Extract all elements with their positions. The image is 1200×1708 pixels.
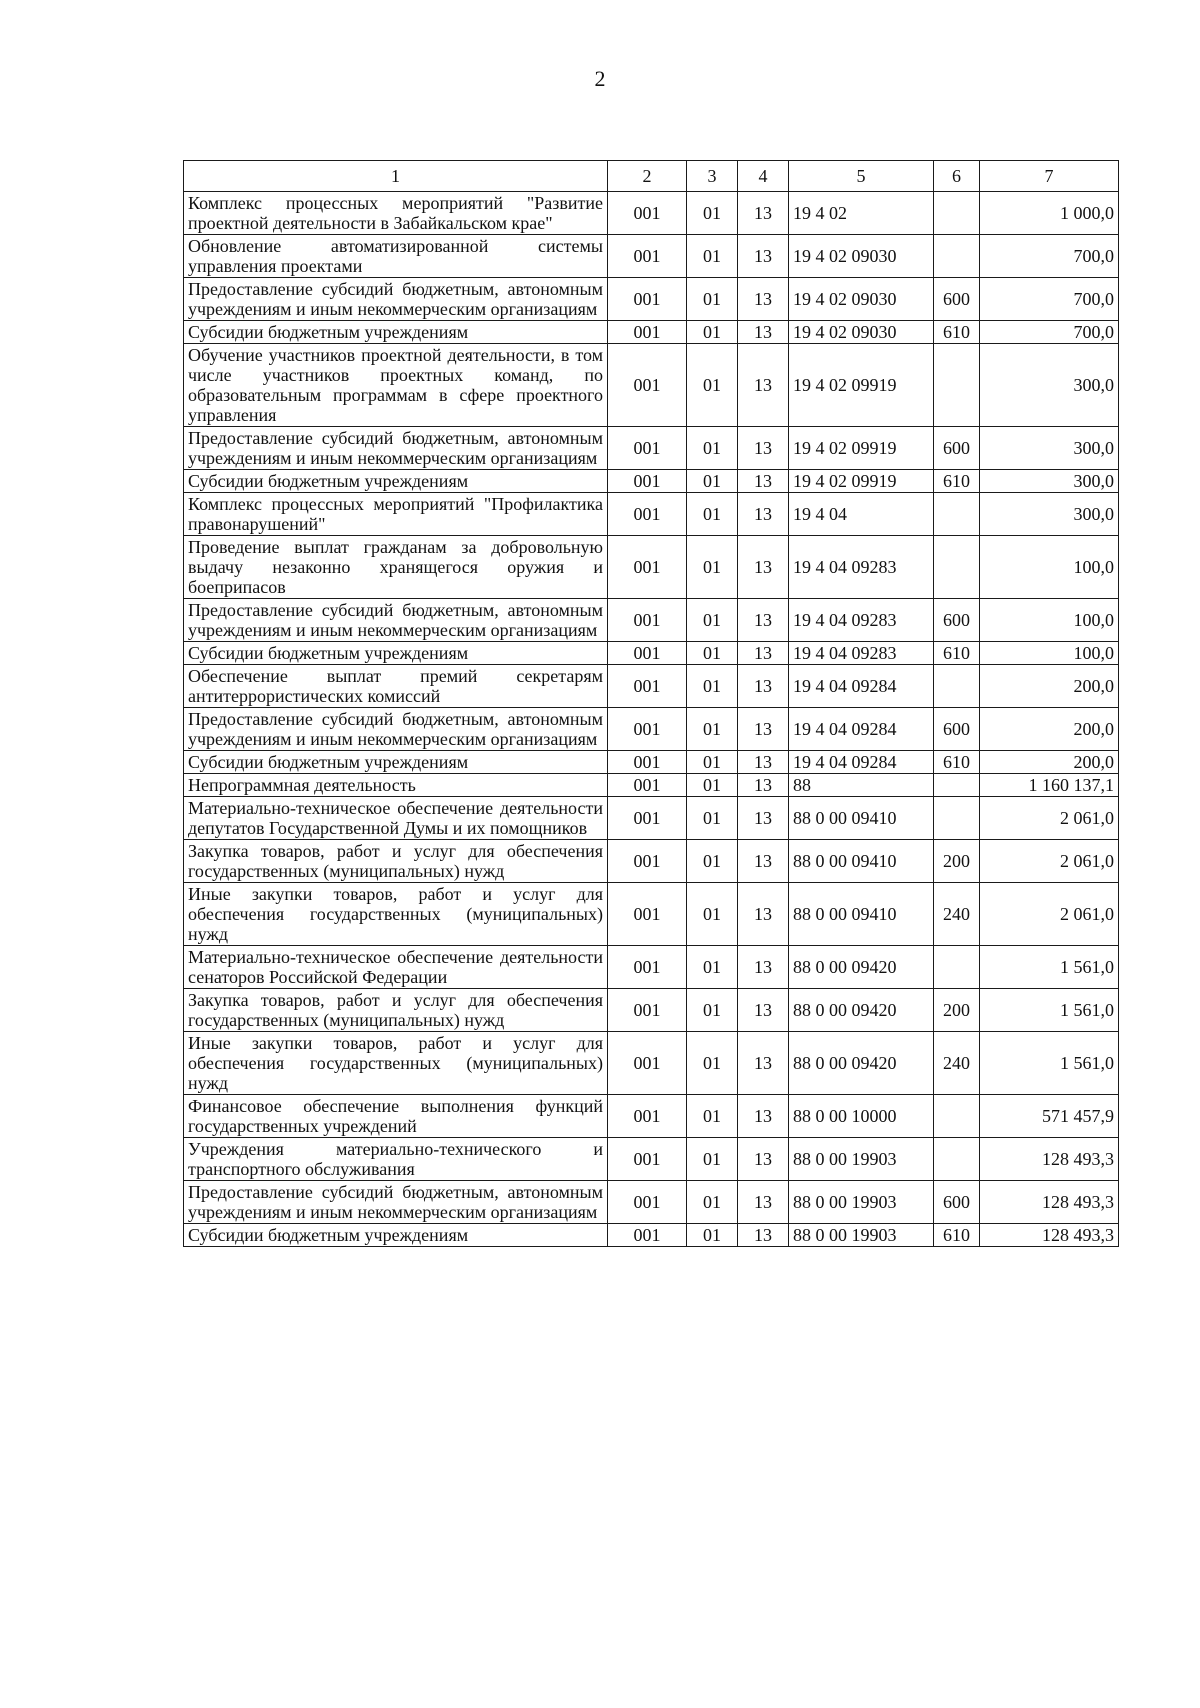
row-col-5-cell: 19 4 02 09030 bbox=[789, 235, 934, 278]
row-col-4-cell: 13 bbox=[738, 235, 789, 278]
row-name-cell: Предоставление субсидий бюджетным, автономным учреждениям и иным некоммерческим организациям bbox=[184, 1181, 608, 1224]
row-col-4-cell: 13 bbox=[738, 1032, 789, 1095]
row-col-4-cell: 13 bbox=[738, 946, 789, 989]
row-col-7-cell: 1 160 137,1 bbox=[980, 774, 1119, 797]
row-col-3-cell: 01 bbox=[687, 1181, 738, 1224]
header-col-2: 2 bbox=[608, 161, 687, 192]
row-col-3-cell: 01 bbox=[687, 642, 738, 665]
table-row bbox=[184, 344, 1119, 427]
row-col-7-cell: 300,0 bbox=[980, 493, 1119, 536]
row-name-cell: Непрограммная деятельность bbox=[184, 774, 608, 797]
row-col-7-cell: 300,0 bbox=[980, 470, 1119, 493]
row-col-3-cell: 01 bbox=[687, 235, 738, 278]
row-col-2-cell: 001 bbox=[608, 840, 687, 883]
row-col-2-cell: 001 bbox=[608, 665, 687, 708]
row-col-6-cell bbox=[934, 946, 980, 989]
row-col-5-cell: 19 4 02 09030 bbox=[789, 278, 934, 321]
row-name-cell: Закупка товаров, работ и услуг для обеспечения государственных (муниципальных) нужд bbox=[184, 989, 608, 1032]
table-row bbox=[184, 470, 1119, 493]
row-col-6-cell: 610 bbox=[934, 751, 980, 774]
row-col-5-cell: 88 0 00 19903 bbox=[789, 1181, 934, 1224]
row-col-5-cell: 19 4 02 bbox=[789, 192, 934, 235]
row-col-2-cell: 001 bbox=[608, 642, 687, 665]
header-col-1: 1 bbox=[184, 161, 608, 192]
row-col-4-cell: 13 bbox=[738, 427, 789, 470]
row-col-7-cell: 2 061,0 bbox=[980, 840, 1119, 883]
row-col-2-cell: 001 bbox=[608, 1095, 687, 1138]
row-col-2-cell: 001 bbox=[608, 989, 687, 1032]
row-col-3-cell: 01 bbox=[687, 427, 738, 470]
row-col-6-cell: 610 bbox=[934, 1224, 980, 1247]
row-col-6-cell: 600 bbox=[934, 1181, 980, 1224]
header-col-4: 4 bbox=[738, 161, 789, 192]
header-col-5: 5 bbox=[789, 161, 934, 192]
row-col-7-cell: 200,0 bbox=[980, 708, 1119, 751]
row-col-6-cell: 200 bbox=[934, 840, 980, 883]
row-col-3-cell: 01 bbox=[687, 1138, 738, 1181]
row-name-cell: Комплекс процессных мероприятий "Развитие проектной деятельности в Забайкальском крае" bbox=[184, 192, 608, 235]
row-col-2-cell: 001 bbox=[608, 1032, 687, 1095]
row-col-3-cell: 01 bbox=[687, 192, 738, 235]
row-col-5-cell: 19 4 04 09284 bbox=[789, 708, 934, 751]
row-col-7-cell: 571 457,9 bbox=[980, 1095, 1119, 1138]
table-row bbox=[184, 883, 1119, 946]
row-col-3-cell: 01 bbox=[687, 278, 738, 321]
table-row bbox=[184, 1224, 1119, 1247]
row-name-cell: Предоставление субсидий бюджетным, автономным учреждениям и иным некоммерческим организациям bbox=[184, 278, 608, 321]
row-col-4-cell: 13 bbox=[738, 642, 789, 665]
row-col-6-cell bbox=[934, 192, 980, 235]
row-col-5-cell: 88 0 00 09420 bbox=[789, 989, 934, 1032]
row-col-2-cell: 001 bbox=[608, 470, 687, 493]
row-col-3-cell: 01 bbox=[687, 1095, 738, 1138]
row-col-6-cell: 240 bbox=[934, 883, 980, 946]
row-col-5-cell: 88 0 00 09420 bbox=[789, 946, 934, 989]
row-col-7-cell: 2 061,0 bbox=[980, 797, 1119, 840]
row-name-cell: Проведение выплат гражданам за добровольную выдачу незаконно хранящегося оружия и боеприпасов bbox=[184, 536, 608, 599]
table-row bbox=[184, 1032, 1119, 1095]
table-row bbox=[184, 708, 1119, 751]
row-col-5-cell: 88 0 00 10000 bbox=[789, 1095, 934, 1138]
row-col-7-cell: 300,0 bbox=[980, 427, 1119, 470]
row-col-7-cell: 100,0 bbox=[980, 599, 1119, 642]
row-col-6-cell: 600 bbox=[934, 278, 980, 321]
row-col-7-cell: 128 493,3 bbox=[980, 1138, 1119, 1181]
row-name-cell: Закупка товаров, работ и услуг для обеспечения государственных (муниципальных) нужд bbox=[184, 840, 608, 883]
row-col-3-cell: 01 bbox=[687, 493, 738, 536]
row-col-5-cell: 19 4 02 09919 bbox=[789, 344, 934, 427]
row-col-7-cell: 700,0 bbox=[980, 278, 1119, 321]
header-col-3: 3 bbox=[687, 161, 738, 192]
header-row bbox=[184, 161, 1119, 192]
row-col-5-cell: 88 0 00 09410 bbox=[789, 840, 934, 883]
row-col-6-cell bbox=[934, 665, 980, 708]
row-name-cell: Обновление автоматизированной системы управления проектами bbox=[184, 235, 608, 278]
row-col-2-cell: 001 bbox=[608, 883, 687, 946]
row-col-4-cell: 13 bbox=[738, 1138, 789, 1181]
row-col-7-cell: 700,0 bbox=[980, 321, 1119, 344]
table-row bbox=[184, 321, 1119, 344]
row-col-7-cell: 200,0 bbox=[980, 665, 1119, 708]
table-row bbox=[184, 840, 1119, 883]
table-row bbox=[184, 642, 1119, 665]
row-col-6-cell bbox=[934, 493, 980, 536]
row-col-5-cell: 19 4 02 09030 bbox=[789, 321, 934, 344]
row-col-2-cell: 001 bbox=[608, 235, 687, 278]
row-col-7-cell: 1 561,0 bbox=[980, 1032, 1119, 1095]
row-col-7-cell: 100,0 bbox=[980, 536, 1119, 599]
row-name-cell: Иные закупки товаров, работ и услуг для обеспечения государственных (муниципальных) нужд bbox=[184, 1032, 608, 1095]
row-col-3-cell: 01 bbox=[687, 883, 738, 946]
row-col-4-cell: 13 bbox=[738, 321, 789, 344]
row-col-3-cell: 01 bbox=[687, 344, 738, 427]
row-col-4-cell: 13 bbox=[738, 708, 789, 751]
row-col-2-cell: 001 bbox=[608, 321, 687, 344]
row-col-4-cell: 13 bbox=[738, 989, 789, 1032]
row-col-2-cell: 001 bbox=[608, 751, 687, 774]
row-name-cell: Обучение участников проектной деятельности, в том числе участников проектных команд, по образовательным программам в сфере проектного управления bbox=[184, 344, 608, 427]
row-col-6-cell: 600 bbox=[934, 708, 980, 751]
row-col-5-cell: 19 4 04 09283 bbox=[789, 536, 934, 599]
table-row bbox=[184, 599, 1119, 642]
page-number: 2 bbox=[594, 66, 606, 91]
row-col-5-cell: 19 4 04 09284 bbox=[789, 751, 934, 774]
row-name-cell: Финансовое обеспечение выполнения функций государственных учреждений bbox=[184, 1095, 608, 1138]
row-name-cell: Предоставление субсидий бюджетным, автономным учреждениям и иным некоммерческим организациям bbox=[184, 599, 608, 642]
row-name-cell: Предоставление субсидий бюджетным, автономным учреждениям и иным некоммерческим организациям bbox=[184, 427, 608, 470]
row-col-4-cell: 13 bbox=[738, 599, 789, 642]
row-col-3-cell: 01 bbox=[687, 321, 738, 344]
table-row bbox=[184, 665, 1119, 708]
row-col-3-cell: 01 bbox=[687, 774, 738, 797]
row-col-6-cell bbox=[934, 235, 980, 278]
row-name-cell: Субсидии бюджетным учреждениям bbox=[184, 751, 608, 774]
row-name-cell: Субсидии бюджетным учреждениям bbox=[184, 1224, 608, 1247]
row-col-6-cell: 600 bbox=[934, 599, 980, 642]
row-col-3-cell: 01 bbox=[687, 470, 738, 493]
table-row bbox=[184, 427, 1119, 470]
row-name-cell: Иные закупки товаров, работ и услуг для обеспечения государственных (муниципальных) нужд bbox=[184, 883, 608, 946]
row-col-6-cell bbox=[934, 797, 980, 840]
row-col-2-cell: 001 bbox=[608, 599, 687, 642]
row-col-4-cell: 13 bbox=[738, 192, 789, 235]
row-col-5-cell: 19 4 04 bbox=[789, 493, 934, 536]
row-col-4-cell: 13 bbox=[738, 883, 789, 946]
table-row bbox=[184, 1181, 1119, 1224]
table-body bbox=[184, 192, 1119, 1247]
row-name-cell: Субсидии бюджетным учреждениям bbox=[184, 321, 608, 344]
table-row bbox=[184, 1138, 1119, 1181]
row-col-2-cell: 001 bbox=[608, 192, 687, 235]
row-col-6-cell: 610 bbox=[934, 321, 980, 344]
row-col-2-cell: 001 bbox=[608, 774, 687, 797]
row-col-4-cell: 13 bbox=[738, 797, 789, 840]
row-col-5-cell: 19 4 04 09283 bbox=[789, 599, 934, 642]
row-col-4-cell: 13 bbox=[738, 470, 789, 493]
row-col-2-cell: 001 bbox=[608, 1138, 687, 1181]
table-row bbox=[184, 493, 1119, 536]
row-name-cell: Материально-техническое обеспечение деятельности сенаторов Российской Федерации bbox=[184, 946, 608, 989]
row-col-2-cell: 001 bbox=[608, 1181, 687, 1224]
row-col-6-cell bbox=[934, 344, 980, 427]
table-row bbox=[184, 946, 1119, 989]
row-name-cell: Субсидии бюджетным учреждениям bbox=[184, 470, 608, 493]
row-col-7-cell: 700,0 bbox=[980, 235, 1119, 278]
row-col-7-cell: 128 493,3 bbox=[980, 1181, 1119, 1224]
row-col-7-cell: 300,0 bbox=[980, 344, 1119, 427]
row-col-4-cell: 13 bbox=[738, 751, 789, 774]
row-col-6-cell: 610 bbox=[934, 470, 980, 493]
row-col-7-cell: 128 493,3 bbox=[980, 1224, 1119, 1247]
budget-table bbox=[183, 160, 1119, 1247]
row-col-2-cell: 001 bbox=[608, 946, 687, 989]
table-row bbox=[184, 235, 1119, 278]
row-name-cell: Материально-техническое обеспечение деятельности депутатов Государственной Думы и их помощников bbox=[184, 797, 608, 840]
row-col-4-cell: 13 bbox=[738, 1095, 789, 1138]
row-col-5-cell: 88 0 00 09420 bbox=[789, 1032, 934, 1095]
table-row bbox=[184, 536, 1119, 599]
row-col-5-cell: 19 4 02 09919 bbox=[789, 427, 934, 470]
row-col-3-cell: 01 bbox=[687, 665, 738, 708]
row-col-7-cell: 1 561,0 bbox=[980, 989, 1119, 1032]
row-col-4-cell: 13 bbox=[738, 536, 789, 599]
row-col-7-cell: 200,0 bbox=[980, 751, 1119, 774]
table-row bbox=[184, 1095, 1119, 1138]
row-col-4-cell: 13 bbox=[738, 344, 789, 427]
row-col-5-cell: 88 0 00 19903 bbox=[789, 1138, 934, 1181]
table-row bbox=[184, 774, 1119, 797]
row-col-6-cell bbox=[934, 1095, 980, 1138]
row-col-3-cell: 01 bbox=[687, 797, 738, 840]
row-col-4-cell: 13 bbox=[738, 1224, 789, 1247]
header-col-7: 7 bbox=[980, 161, 1119, 192]
row-col-3-cell: 01 bbox=[687, 536, 738, 599]
row-col-4-cell: 13 bbox=[738, 665, 789, 708]
row-col-4-cell: 13 bbox=[738, 278, 789, 321]
row-col-2-cell: 001 bbox=[608, 493, 687, 536]
row-col-2-cell: 001 bbox=[608, 278, 687, 321]
row-col-3-cell: 01 bbox=[687, 751, 738, 774]
row-col-6-cell: 240 bbox=[934, 1032, 980, 1095]
row-col-3-cell: 01 bbox=[687, 599, 738, 642]
row-col-6-cell bbox=[934, 536, 980, 599]
row-col-2-cell: 001 bbox=[608, 536, 687, 599]
table-row bbox=[184, 278, 1119, 321]
table-row bbox=[184, 989, 1119, 1032]
row-col-2-cell: 001 bbox=[608, 344, 687, 427]
row-col-6-cell: 610 bbox=[934, 642, 980, 665]
row-col-5-cell: 19 4 04 09283 bbox=[789, 642, 934, 665]
row-col-5-cell: 88 0 00 09410 bbox=[789, 883, 934, 946]
row-col-3-cell: 01 bbox=[687, 946, 738, 989]
row-col-4-cell: 13 bbox=[738, 774, 789, 797]
row-col-4-cell: 13 bbox=[738, 493, 789, 536]
row-col-7-cell: 2 061,0 bbox=[980, 883, 1119, 946]
table-row bbox=[184, 192, 1119, 235]
row-col-3-cell: 01 bbox=[687, 840, 738, 883]
row-col-2-cell: 001 bbox=[608, 427, 687, 470]
row-col-2-cell: 001 bbox=[608, 797, 687, 840]
row-name-cell: Предоставление субсидий бюджетным, автономным учреждениям и иным некоммерческим организациям bbox=[184, 708, 608, 751]
row-col-6-cell bbox=[934, 1138, 980, 1181]
row-col-5-cell: 19 4 02 09919 bbox=[789, 470, 934, 493]
table-row bbox=[184, 751, 1119, 774]
row-name-cell: Субсидии бюджетным учреждениям bbox=[184, 642, 608, 665]
row-col-5-cell: 88 0 00 19903 bbox=[789, 1224, 934, 1247]
row-col-6-cell bbox=[934, 774, 980, 797]
row-name-cell: Учреждения материально-технического и транспортного обслуживания bbox=[184, 1138, 608, 1181]
row-col-2-cell: 001 bbox=[608, 1224, 687, 1247]
table-row bbox=[184, 797, 1119, 840]
row-col-3-cell: 01 bbox=[687, 989, 738, 1032]
row-col-6-cell: 600 bbox=[934, 427, 980, 470]
row-name-cell: Комплекс процессных мероприятий "Профилактика правонарушений" bbox=[184, 493, 608, 536]
row-col-5-cell: 88 bbox=[789, 774, 934, 797]
row-col-5-cell: 19 4 04 09284 bbox=[789, 665, 934, 708]
header-col-6: 6 bbox=[934, 161, 980, 192]
row-col-5-cell: 88 0 00 09410 bbox=[789, 797, 934, 840]
row-col-7-cell: 1 561,0 bbox=[980, 946, 1119, 989]
row-col-3-cell: 01 bbox=[687, 1032, 738, 1095]
row-col-6-cell: 200 bbox=[934, 989, 980, 1032]
row-col-7-cell: 1 000,0 bbox=[980, 192, 1119, 235]
row-col-4-cell: 13 bbox=[738, 1181, 789, 1224]
row-col-7-cell: 100,0 bbox=[980, 642, 1119, 665]
row-col-3-cell: 01 bbox=[687, 1224, 738, 1247]
row-col-3-cell: 01 bbox=[687, 708, 738, 751]
row-col-2-cell: 001 bbox=[608, 708, 687, 751]
row-name-cell: Обеспечение выплат премий секретарям антитеррористических комиссий bbox=[184, 665, 608, 708]
row-col-4-cell: 13 bbox=[738, 840, 789, 883]
